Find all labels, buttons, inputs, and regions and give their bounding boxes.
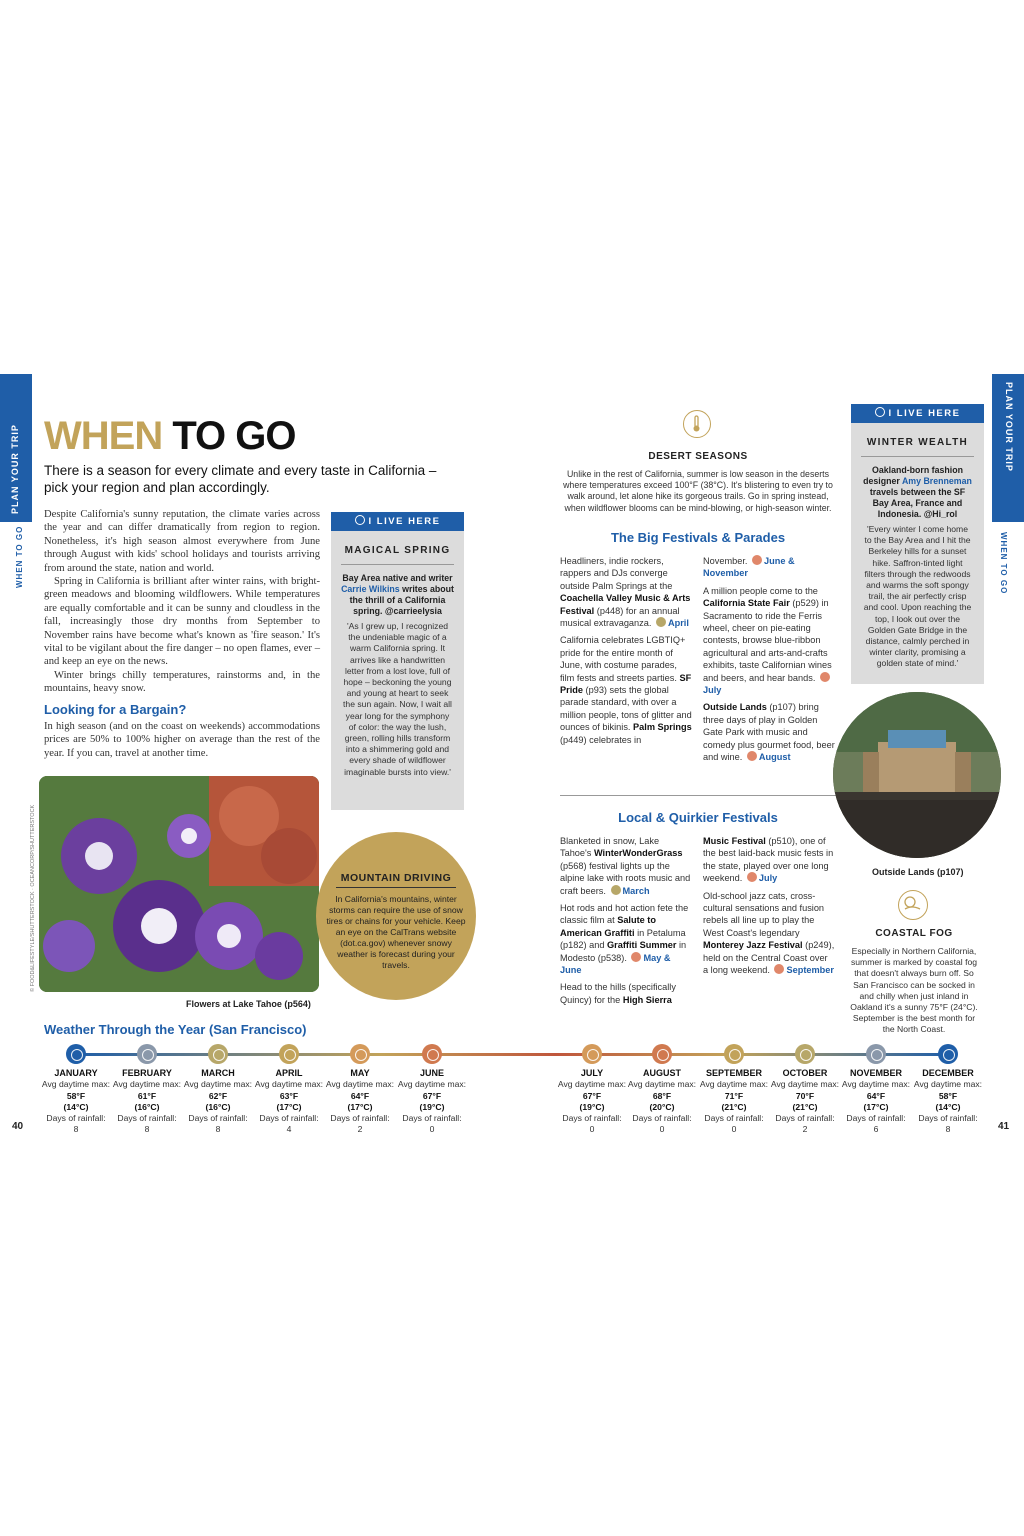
location-pin-icon [875,407,885,417]
rain-days: 8 [945,1124,951,1135]
sun-icon [631,952,641,962]
big-festivals-heading: The Big Festivals & Parades [610,530,786,545]
temp-f: 70°F [795,1090,815,1101]
festival-paragraph: A million people come to the California State Fair (p529) in Sacramento to ride the Ferris wheel, cheer on pie-eating contests, browse blue-ribbon agricultural and arts-and-crafts exhibits, taste Californian wines and beers, and hear bands. July [703,585,832,696]
box-title: WINTER WEALTH [866,437,969,448]
avg-label: Avg daytime max: [397,1079,467,1090]
rain-cloud-icon [137,1044,157,1064]
snowflake-icon [66,1044,86,1064]
festival-paragraph: Head to the hills (specifically Quincy) for the High Sierra [560,982,676,1005]
month-name: FEBRUARY [122,1068,172,1078]
temp-f: 68°F [652,1090,672,1101]
intro-paragraph: Despite California's sunny reputation, the climate varies across the year and can differ dramatically from region to region. Nonetheless, it's high season almost everywhere from June through August with kids' school holidays and tourists arriving from around the state, nation and world. [44,509,320,574]
page-subtitle: There is a season for every climate and every taste in California – pick your region and plan accordingly. [44,463,437,495]
rain-label: Days of rainfall: [775,1113,835,1124]
month-name: MAY [350,1068,370,1078]
temp-c: (16°C) [205,1101,231,1112]
rain-label: Days of rainfall: [704,1113,764,1124]
i-live-here-caption: I LIVE HERE [331,512,464,531]
i-live-here-box-spring [331,512,464,810]
temp-c: (17°C) [863,1101,889,1112]
temp-c: (21°C) [721,1101,747,1112]
temp-f: 62°F [208,1090,228,1101]
rain-label: Days of rainfall: [330,1113,390,1124]
rain-days: 6 [873,1124,879,1135]
festival-paragraph: Blanketed in snow, Lake Tahoe's WinterWonderGrass (p568) festival lights up the alpine lake with roots music and craft beers. March [560,836,691,896]
sun-icon [652,1044,672,1064]
sun-icon [724,1044,744,1064]
festival-paragraph: Headliners, indie rockers, rappers and DJs converge outside Palm Springs at the Coachella Valley Music & Arts Festival (p448) for an annual musical extravaganza. April [560,556,691,629]
avg-label: Avg daytime max: [770,1079,840,1090]
temp-c: (19°C) [419,1101,445,1112]
thermometer-icon [683,410,711,438]
month-name: OCTOBER [782,1068,828,1078]
avg-label: Avg daytime max: [699,1079,769,1090]
box-quote: 'As I grew up, I recognized the undeniable magic of a warm California spring. It arrives like a handwritten letter from a lost love, full of hope – beckoning the young and young at heart to seek the sun again. Now, I wait all year long for the symphony of color: the way the lush, green, rolling hills transform into a shimmering gold and every shade of wildflower imaginable bursts into view.' [343,621,452,777]
weather-month [183,1068,253,1136]
i-live-here-box-winter [851,404,984,684]
side-tab-right [992,374,1024,522]
coastal-fog-text: Especially in Northern California, summer is marked by coastal fog that doesn't always burn off. So San Francisco can be socked in and chilly when just inland in Oakland it's a sunny 75°F (24°C). September is the best month for the North Coast. [850,946,978,1035]
outside-lands-photo [833,692,1001,858]
temp-c: (17°C) [276,1101,302,1112]
rain-label: Days of rainfall: [562,1113,622,1124]
sun-icon [422,1044,442,1064]
local-festivals-column-1 [560,835,692,1011]
avg-label: Avg daytime max: [627,1079,697,1090]
weather-month [699,1068,769,1136]
avg-label: Avg daytime max: [112,1079,182,1090]
sun-icon [350,1044,370,1064]
month-name: APRIL [275,1068,303,1078]
cloud-sun-icon [208,1044,228,1064]
side-tab-label: PLAN YOUR TRIP [10,424,20,514]
temp-c: (17°C) [347,1101,373,1112]
i-live-here-caption: I LIVE HERE [851,404,984,423]
flower-photo [39,776,319,992]
rain-days: 2 [802,1124,808,1135]
box-lead: Bay Area native and writer Carrie Wilkins writes about the thrill of a California spring. @carrieelysia [341,573,454,616]
avg-label: Avg daytime max: [183,1079,253,1090]
box-lead: Oakland-born fashion designer Amy Brenneman travels between the SF Bay Area, France and Indonesia. @Hi_rol [863,465,972,519]
intro-text [44,508,320,696]
weather-month [397,1068,467,1136]
rain-days: 8 [144,1124,150,1135]
avg-label: Avg daytime max: [41,1079,111,1090]
local-festivals-column-2 [703,835,835,981]
festival-paragraph: Hot rods and hot action fete the classic film at Salute to American Graffiti in Petaluma (p182) and Graffiti Summer in Modesto (p538). May & June [560,903,689,976]
temp-f: 64°F [866,1090,886,1101]
rain-days: 4 [286,1124,292,1135]
temp-c: (21°C) [792,1101,818,1112]
month-name: NOVEMBER [849,1068,902,1078]
rain-cloud-icon [866,1044,886,1064]
weather-timeline [76,1053,948,1056]
rain-days: 0 [429,1124,435,1135]
month-name: JUNE [419,1068,444,1078]
weather-month [770,1068,840,1136]
month-name: JULY [580,1068,604,1078]
avg-label: Avg daytime max: [841,1079,911,1090]
temp-f: 67°F [582,1090,602,1101]
avg-label: Avg daytime max: [254,1079,324,1090]
temp-c: (19°C) [579,1101,605,1112]
desert-seasons-title: DESERT SEASONS [648,451,748,462]
intro-paragraph: Spring in California is brilliant after winter rains, with bright-green meadows and blooming wildflowers. While temperatures are equally comfortable and it can be sunny and cloudless in the fall, increasingly those dry months from September to November rains have become what's known as 'fire season.' It's vital to be vigilant about the fire danger – no open flames, ever – and keep an eye on the news. [44,576,320,668]
rain-days: 0 [659,1124,665,1135]
spring-icon [611,885,621,895]
sun-icon [820,672,830,682]
fog-icon [898,890,928,920]
mountain-driving-callout [316,832,476,1000]
sun-icon [747,751,757,761]
rain-label: Days of rainfall: [259,1113,319,1124]
temp-f: 61°F [137,1090,157,1101]
festival-paragraph: Outside Lands (p107) bring three days of play in Golden Gate Park with music and comedy plus gourmet food, beer and wine. August [703,702,835,763]
mountain-title: MOUNTAIN DRIVING [336,872,456,888]
side-tab-label: PLAN YOUR TRIP [1004,382,1014,472]
outside-lands-caption: Outside Lands (p107) [872,867,964,877]
festival-paragraph: California celebrates LGBTIQ+ pride for the entire month of June, with costume parades, film fests and streets parties. SF Pride (p93) sets the global parade standard, with over a million people, tons of glitter and ounces of bikinis. Palm Springs (p449) celebrates in [560,635,692,745]
box-quote: 'Every winter I come home to the Bay Area and I hit the Berkeley hills for a sunset hike. Saffron-tinted light filters through the redwoods and warms the soft spongy trail, the air perfectly crisp and cool. Upon reaching the top, I look out over the Golden Gate Bridge in the distance, calmly perched in winter clarity, promising a golden state of mind.' [863,524,972,669]
sun-icon [582,1044,602,1064]
side-tab-left [0,374,32,522]
month-name: AUGUST [643,1068,681,1078]
weather-month [841,1068,911,1136]
temp-c: (14°C) [935,1101,961,1112]
weather-month [41,1068,111,1136]
weather-month [254,1068,324,1136]
sun-icon [752,555,762,565]
sun-icon [747,872,757,882]
intro-paragraph: Winter brings chilly temperatures, rainstorms and, in the mountains, heavy snow. [44,669,320,695]
festival-paragraph: November. June & November [703,556,795,579]
title-part-1: WHEN [44,414,163,458]
temp-f: 67°F [422,1090,442,1101]
rain-label: Days of rainfall: [46,1113,106,1124]
sun-icon [774,964,784,974]
festival-paragraph: Old-school jazz cats, cross-cultural sensations and fusion rebels all line up to play the West Coast's legendary Monterey Jazz Festival (p249), held on the Central Coast over a long weekend. September [703,890,835,976]
bargain-heading: Looking for a Bargain? [44,702,187,717]
avg-label: Avg daytime max: [913,1079,983,1090]
title-part-2: TO GO [172,414,296,458]
temp-f: 58°F [938,1090,958,1101]
month-name: JANUARY [54,1068,98,1078]
page-number-right: 41 [998,1121,1010,1132]
big-festivals-column-2 [703,555,835,769]
month-name: MARCH [201,1068,235,1078]
bargain-text: In high season (and on the coast on weekends) accommodations prices are 50% to 100% higher on average than the rest of the year. If you can, travel at another time. [44,721,320,759]
location-pin-icon [355,515,365,525]
big-festivals-column-1 [560,555,692,751]
temp-c: (16°C) [134,1101,160,1112]
avg-label: Avg daytime max: [325,1079,395,1090]
flower-caption: Flowers at Lake Tahoe (p564) [186,999,311,1009]
temp-f: 64°F [350,1090,370,1101]
temp-f: 58°F [66,1090,86,1101]
temp-f: 71°F [724,1090,744,1101]
month-name: DECEMBER [922,1068,974,1078]
weather-month [325,1068,395,1136]
rain-days: 8 [73,1124,79,1135]
snowflake-icon [938,1044,958,1064]
rain-label: Days of rainfall: [117,1113,177,1124]
side-subtitle: WHEN TO GO [999,532,1008,595]
rain-label: Days of rainfall: [846,1113,906,1124]
weather-heading: Weather Through the Year (San Francisco) [44,1022,307,1037]
rain-days: 2 [357,1124,363,1135]
rain-label: Days of rainfall: [402,1113,462,1124]
rain-label: Days of rainfall: [918,1113,978,1124]
photo-credit: © FOOD&LIFESTYLE/SHUTTERSTOCK · OCEANCORP/SHUTTERSTOCK [30,804,36,992]
cloud-sun-icon [279,1044,299,1064]
rain-days: 8 [215,1124,221,1135]
weather-month [913,1068,983,1136]
weather-month [112,1068,182,1136]
weather-month [557,1068,627,1136]
rain-days: 0 [589,1124,595,1135]
month-name: SEPTEMBER [705,1068,762,1078]
avg-label: Avg daytime max: [557,1079,627,1090]
temp-c: (20°C) [649,1101,675,1112]
side-subtitle: WHEN TO GO [15,525,24,588]
spring-icon [656,617,666,627]
box-title: MAGICAL SPRING [344,545,451,556]
page-number-left: 40 [12,1121,24,1132]
page-title [44,414,296,459]
rain-label: Days of rainfall: [632,1113,692,1124]
coastal-fog-title: COASTAL FOG [875,928,953,939]
temp-f: 63°F [279,1090,299,1101]
desert-seasons-text: Unlike in the rest of California, summer is low season in the deserts where temperatures exceed 100°F (38°C). It's blistering to even try to walk around, let alone hike its gorgeous trails. Go in spring instead, when wildflower blooms can be mind-blowing, or high-season winter. [563,469,833,513]
rain-label: Days of rainfall: [188,1113,248,1124]
mountain-text: In California's mountains, winter storms can require the use of snow tires or chains for your vehicle. Keep an eye on the CalTrans website (dot.ca.gov) whenever snowy weather is forecast during your travels. [326,894,466,970]
cloud-sun-icon [795,1044,815,1064]
section-divider [560,795,836,796]
weather-month [627,1068,697,1136]
temp-c: (14°C) [63,1101,89,1112]
festival-paragraph: Music Festival (p510), one of the best laid-back music fests in the state, played over one long weekend. July [703,836,834,884]
rain-days: 0 [731,1124,737,1135]
local-festivals-heading: Local & Quirkier Festivals [618,810,778,825]
